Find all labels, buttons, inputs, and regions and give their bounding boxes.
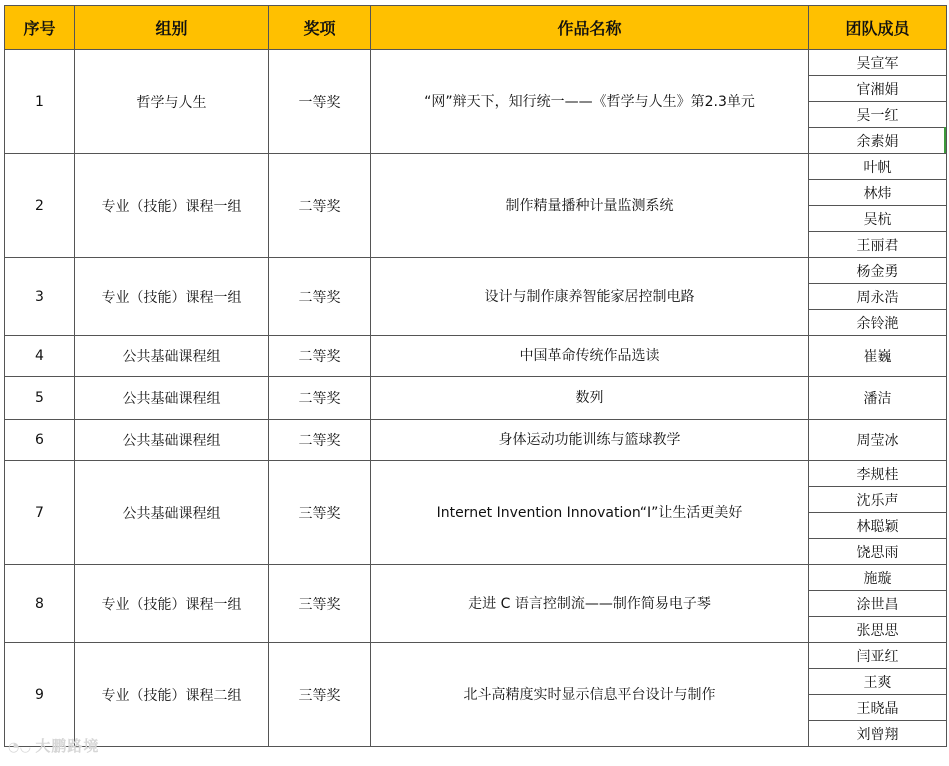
cell-award[interactable]: 三等奖 bbox=[269, 565, 371, 643]
cell-member[interactable]: 崔巍 bbox=[809, 336, 947, 377]
table-row bbox=[5, 377, 947, 420]
cell-award[interactable]: 三等奖 bbox=[269, 643, 371, 747]
title-text: 走进 C 语言控制流——制作简易电子琴 bbox=[468, 595, 711, 612]
cell-member[interactable]: 杨金勇 bbox=[809, 258, 947, 284]
cell-title[interactable] bbox=[371, 154, 809, 258]
header-award[interactable]: 奖项 bbox=[269, 6, 371, 50]
cell-award[interactable]: 二等奖 bbox=[269, 154, 371, 258]
title-text: 中国革命传统作品选读 bbox=[519, 348, 660, 364]
cell-seq[interactable]: 4 bbox=[5, 336, 75, 377]
cell-group[interactable]: 公共基础课程组 bbox=[75, 461, 269, 565]
table-row bbox=[5, 336, 947, 377]
cell-award[interactable]: 一等奖 bbox=[269, 50, 371, 154]
cell-title[interactable] bbox=[371, 643, 809, 747]
header-title[interactable]: 作品名称 bbox=[371, 6, 809, 50]
title-text: “网”辩天下，知行统一——《哲学与人生》第2.3单元 bbox=[424, 93, 755, 110]
cell-member[interactable]: 闫亚红 bbox=[809, 643, 947, 669]
title-text: 身体运动功能训练与篮球教学 bbox=[498, 432, 681, 448]
table-body bbox=[5, 50, 947, 747]
cell-member[interactable]: 涂世昌 bbox=[809, 591, 947, 617]
header-seq[interactable]: 序号 bbox=[5, 6, 75, 50]
cell-member[interactable]: 王爽 bbox=[809, 669, 947, 695]
cell-title[interactable] bbox=[371, 565, 809, 643]
cell-seq[interactable]: 9 bbox=[5, 643, 75, 747]
cell-group[interactable]: 专业（技能）课程一组 bbox=[75, 154, 269, 258]
cell-seq[interactable]: 7 bbox=[5, 461, 75, 565]
cell-group[interactable]: 专业（技能）课程一组 bbox=[75, 565, 269, 643]
selected-cell-marker bbox=[944, 127, 946, 153]
cell-title[interactable] bbox=[371, 377, 809, 420]
cell-group[interactable]: 公共基础课程组 bbox=[75, 336, 269, 377]
cell-award[interactable]: 二等奖 bbox=[269, 336, 371, 377]
title-text: 设计与制作康养智能家居控制电路 bbox=[484, 288, 695, 305]
cell-member[interactable]: 王丽君 bbox=[809, 232, 947, 258]
cell-member[interactable]: 余素娟 bbox=[809, 128, 947, 154]
table-row bbox=[5, 154, 947, 180]
cell-seq[interactable]: 1 bbox=[5, 50, 75, 154]
cell-seq[interactable]: 5 bbox=[5, 377, 75, 420]
cell-member[interactable]: 张思思 bbox=[809, 617, 947, 643]
cell-member[interactable]: 余铃滟 bbox=[809, 310, 947, 336]
cell-member[interactable]: 林聪颖 bbox=[809, 513, 947, 539]
cell-member[interactable]: 周莹冰 bbox=[809, 420, 947, 461]
cell-award[interactable]: 二等奖 bbox=[269, 420, 371, 461]
cell-member[interactable]: 王晓晶 bbox=[809, 695, 947, 721]
cell-member[interactable]: 潘洁 bbox=[809, 377, 947, 420]
cell-member[interactable]: 吴一红 bbox=[809, 102, 947, 128]
cell-member[interactable]: 周永浩 bbox=[809, 284, 947, 310]
awards-table bbox=[4, 5, 947, 747]
cell-member[interactable]: 官湘娟 bbox=[809, 76, 947, 102]
header-members[interactable]: 团队成员 bbox=[809, 6, 947, 50]
weibo-icon: ◔◡ bbox=[8, 740, 32, 755]
cell-member[interactable]: 吴宣军 bbox=[809, 50, 947, 76]
cell-title[interactable] bbox=[371, 336, 809, 377]
watermark bbox=[8, 735, 99, 756]
cell-member[interactable]: 林炜 bbox=[809, 180, 947, 206]
cell-award[interactable]: 三等奖 bbox=[269, 461, 371, 565]
cell-group[interactable]: 哲学与人生 bbox=[75, 50, 269, 154]
cell-seq[interactable]: 3 bbox=[5, 258, 75, 336]
title-text: Internet Invention Innovation“I”让生活更美好 bbox=[436, 504, 743, 521]
header-row bbox=[5, 6, 947, 50]
cell-title[interactable] bbox=[371, 461, 809, 565]
cell-group[interactable]: 公共基础课程组 bbox=[75, 420, 269, 461]
watermark-text: 大鹏路境 bbox=[35, 737, 100, 755]
cell-member[interactable]: 施璇 bbox=[809, 565, 947, 591]
cell-member[interactable]: 沈乐声 bbox=[809, 487, 947, 513]
cell-member[interactable]: 吴杭 bbox=[809, 206, 947, 232]
cell-member[interactable]: 叶帆 bbox=[809, 154, 947, 180]
cell-group[interactable]: 专业（技能）课程二组 bbox=[75, 643, 269, 747]
cell-title[interactable] bbox=[371, 420, 809, 461]
header-group[interactable]: 组别 bbox=[75, 6, 269, 50]
cell-title[interactable] bbox=[371, 258, 809, 336]
table-row bbox=[5, 258, 947, 284]
cell-member[interactable]: 李规桂 bbox=[809, 461, 947, 487]
title-text: 制作精量播种计量监测系统 bbox=[505, 197, 674, 214]
cell-member[interactable]: 刘曾翔 bbox=[809, 721, 947, 747]
cell-award[interactable]: 二等奖 bbox=[269, 258, 371, 336]
table-row bbox=[5, 461, 947, 487]
cell-seq[interactable]: 2 bbox=[5, 154, 75, 258]
cell-title[interactable] bbox=[371, 50, 809, 154]
cell-group[interactable]: 公共基础课程组 bbox=[75, 377, 269, 420]
table-row bbox=[5, 565, 947, 591]
cell-seq[interactable]: 8 bbox=[5, 565, 75, 643]
table-row bbox=[5, 643, 947, 669]
table-row bbox=[5, 50, 947, 76]
table-row bbox=[5, 420, 947, 461]
cell-seq[interactable]: 6 bbox=[5, 420, 75, 461]
cell-group[interactable]: 专业（技能）课程一组 bbox=[75, 258, 269, 336]
title-text: 数列 bbox=[575, 390, 604, 406]
cell-award[interactable]: 二等奖 bbox=[269, 377, 371, 420]
title-text: 北斗高精度实时显示信息平台设计与制作 bbox=[463, 686, 716, 703]
cell-member[interactable]: 饶思雨 bbox=[809, 539, 947, 565]
